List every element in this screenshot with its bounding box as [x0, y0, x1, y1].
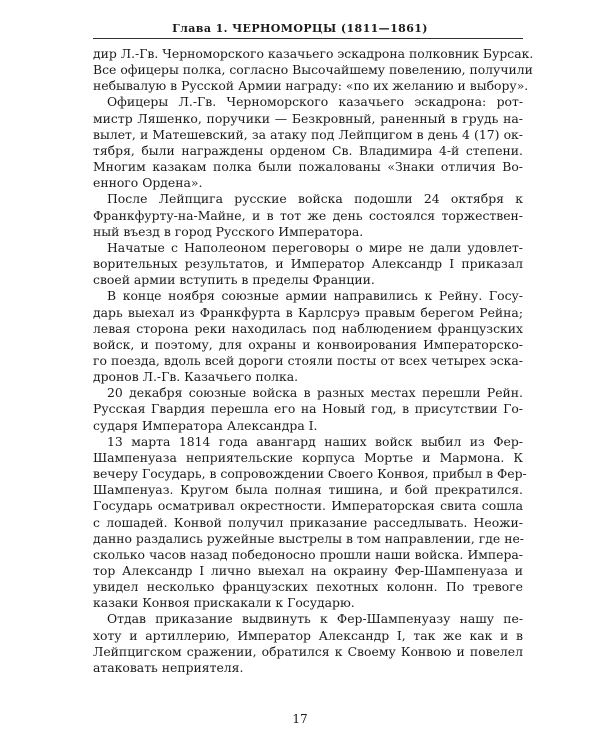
- text-line: сколько часов назад победоносно прошли наши войска. Импера-: [93, 546, 523, 562]
- text-line: левая сторона реки находилась под наблюдением французских: [93, 320, 523, 336]
- text-line: Начатые с Наполеоном переговоры о мире не дали удовлет-: [107, 239, 523, 255]
- paragraph: [93, 46, 534, 94]
- text-line: вечеру Государь, в сопровождении Своего Конвоя, прибыл в Фер-: [93, 466, 527, 482]
- text-line: В конце ноября союзные армии направились к Рейну. Госу-: [107, 288, 523, 304]
- text-line: Шампенуаз. Кругом была полная тишина, и бой прекратился.: [93, 482, 523, 498]
- paragraph: [93, 191, 523, 239]
- running-header: Глава 1. ЧЕРНОМОРЦЫ (1811—1861): [172, 22, 428, 35]
- text-line: тор Александр I лично выехал на окраину Фер-Шампенуаза и: [93, 563, 523, 578]
- paragraph: [93, 611, 523, 676]
- paragraph: [93, 385, 523, 433]
- text-line: Офицеры Л.-Гв. Черноморского казачьего эскадрона: рот-: [107, 94, 523, 110]
- text-line: дарь выехал из Франкфурта в Карлсруэ правым берегом Рейна;: [93, 304, 523, 320]
- text-line: Шампенуаза неприятельские корпуса Мортье и Мармона. К: [93, 449, 523, 465]
- text-line: Многим казакам полка были пожалованы «Знаки отличия Во-: [93, 159, 523, 175]
- text-line: атаковать неприятеля.: [93, 659, 244, 675]
- text-line: Франкфурту-на-Майне, и в тот же день состоялся торжествен-: [93, 207, 523, 223]
- text-line: Русская Гвардия перешла его на Новый год, в присутствии Го-: [93, 401, 523, 417]
- text-line: дронов Л.-Гв. Казачьего полка.: [93, 369, 299, 385]
- text-line: мистр Ляшенко, поручики — Безкровный, раненный в грудь на-: [93, 110, 523, 126]
- paragraph: [93, 288, 523, 385]
- page-body: [93, 46, 534, 676]
- text-line: тября, были награждены орденом Св. Владимира 4-й степени.: [93, 142, 523, 158]
- text-line: енного Ордена».: [93, 175, 203, 191]
- text-line: ворительных результатов, и Император Александр I приказал: [93, 256, 523, 272]
- paragraph: [93, 94, 523, 191]
- page-number: 17: [292, 712, 308, 726]
- text-line: увидел несколько французских пехотных колонн. По тревоге: [93, 579, 523, 595]
- text-line: с лошадей. Конвой получил приказание расседлывать. Неожи-: [93, 514, 523, 530]
- text-line: го поезда, вдоль всей дороги стояли посты от всех четырех эска-: [93, 352, 523, 368]
- paragraph: [93, 433, 527, 612]
- text-line: Лейпцигском сражении, обратился к Своему Конвою и повелел: [93, 643, 523, 659]
- text-line: дир Л.-Гв. Черноморского казачьего эскадрона полковник Бурсак.: [93, 46, 534, 61]
- header-rule: [93, 38, 523, 39]
- text-line: вылет, и Матешевский, за атаку под Лейпцигом в день 4 (17) ок-: [93, 126, 523, 142]
- text-line: 13 марта 1814 года авангард наших войск выбил из Фер-: [107, 433, 523, 449]
- text-line: своей армии вступить в пределы Франции.: [93, 272, 375, 288]
- text-line: хоту и артиллерию, Император Александр I, так же как и в: [93, 627, 523, 643]
- text-line: 20 декабря союзные войска в разных местах перешли Рейн.: [107, 385, 523, 401]
- text-line: войск, и поэтому, для охраны и конвоирования Императорско-: [93, 336, 523, 352]
- text-line: Отдав приказание выдвинуть к Фер-Шампенуазу нашу пе-: [107, 611, 523, 627]
- text-line: казаки Конвоя прискакали к Государю.: [93, 595, 355, 611]
- paragraph: [93, 240, 523, 288]
- text-line: данно раздались ружейные выстрелы в том направлении, где не-: [93, 530, 524, 546]
- text-line: Государь осматривал окрестности. Императорская свита сошла: [93, 498, 523, 514]
- text-line: После Лейпцига русские войска подошли 24 октября к: [107, 191, 523, 207]
- text-line: сударя Императора Александра I.: [93, 417, 318, 433]
- text-line: небывалую в Русской Армии награду: «по их желанию и выбору».: [93, 78, 529, 94]
- text-line: ный въезд в город Русского Императора.: [93, 223, 364, 239]
- text-line: Все офицеры полка, согласно Высочайшему повелению, получили: [93, 62, 533, 78]
